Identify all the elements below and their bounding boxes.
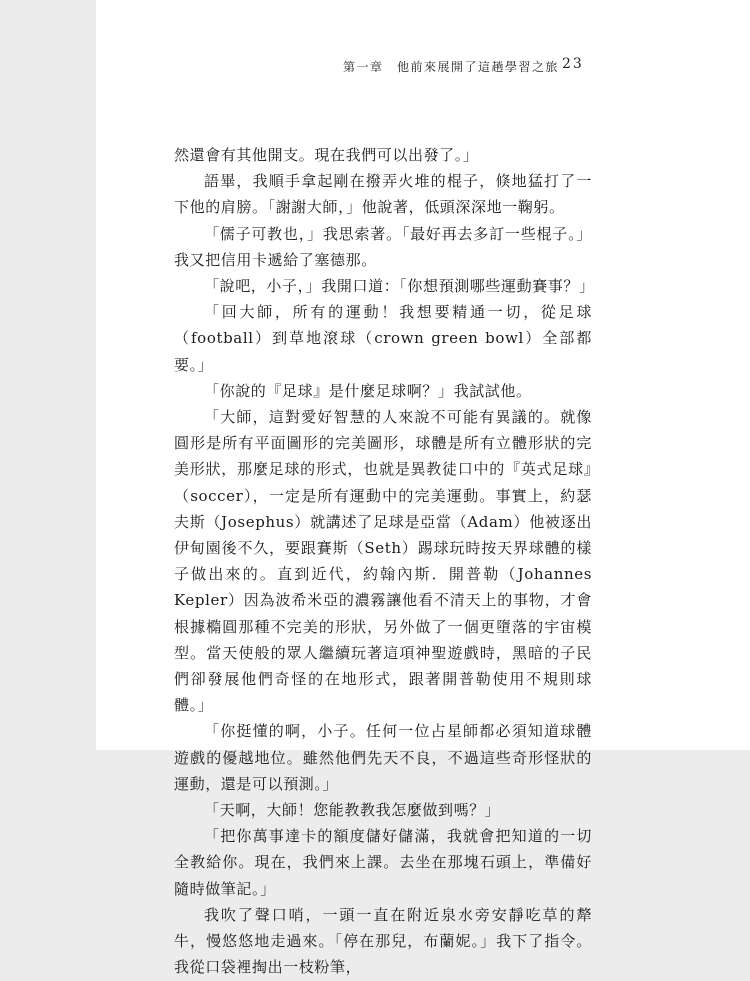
paragraph: 語畢，我順手拿起剛在撥弄火堆的棍子，倏地猛打了一下他的肩膀。「謝謝大師，」他說著，低頭深深地一鞠躬。 — [174, 172, 592, 217]
page-header — [96, 58, 750, 78]
chapter-running-head: 第一章 他前來展開了這趟學習之旅 — [343, 60, 560, 74]
book-page — [96, 0, 750, 977]
paragraph: 「儒子可教也，」我思索著。「最好再去多訂一些棍子。」我又把信用卡遞給了塞德那。 — [174, 224, 592, 269]
paragraph: 「大師，這對愛好智慧的人來說不可能有異議的。就像圓形是所有平面圖形的完美圖形，球體是所有立體形狀的完美形狀，那麼足球的形式，也就是異教徒口中的『英式足球』（soccer），一定是所有運動中的完美運動。事實上，約瑟夫斯（Josephus）就講述了足球是亞當（Adam）他被逐出伊甸園後不久，要跟賽斯（Seth）踢球玩時按天界球體的樣子做出來的。直到近代，約翰內斯．開普勒（Johannes Kepler）因為波希米亞的濃霧讓他看不清天上的事物，才會根據橢圓那種不完美的形狀，另外做了一個更墮落的宇宙模型。當天使般的眾人繼續玩著這項神聖遊戲時，黑暗的子民們卻發展他們奇怪的在地形式，跟著開普勒使用不規則球體。」 — [174, 408, 592, 715]
paragraph: 「回大師，所有的運動！我想要精通一切，從足球（football）到草地滾球（crown green bowl）全部都要。」 — [174, 303, 592, 374]
paragraph: 我吹了聲口哨，一頭一直在附近泉水旁安靜吃草的犛牛，慢悠悠地走過來。「停在那兒，布蘭妮。」我下了指令。我從口袋裡掏出一枝粉筆， — [174, 905, 592, 977]
paragraph: 「把你萬事達卡的額度儲好儲滿，我就會把知道的一切全教給你。現在，我們來上課。去坐在那塊石頭上，準備好隨時做筆記。」 — [174, 827, 592, 898]
paragraph: 「天啊，大師！您能教教我怎麼做到嗎？」 — [204, 801, 501, 820]
paragraph: 「你挺懂的啊，小子。任何一位占星師都必須知道球體遊戲的優越地位。雖然他們先天不良，不過這些奇形怪狀的運動，還是可以預測。」 — [174, 722, 592, 793]
body-text — [174, 142, 595, 981]
page-number: 23 — [562, 56, 584, 72]
paragraph: 然還會有其他開支。現在我們可以出發了。」 — [174, 146, 479, 164]
paragraph: 「說吧，小子，」我開口道：「你想預測哪些運動賽事？」 — [204, 277, 595, 296]
paragraph: 「你說的『足球』是什麼足球啊？」我試試他。 — [204, 381, 532, 400]
